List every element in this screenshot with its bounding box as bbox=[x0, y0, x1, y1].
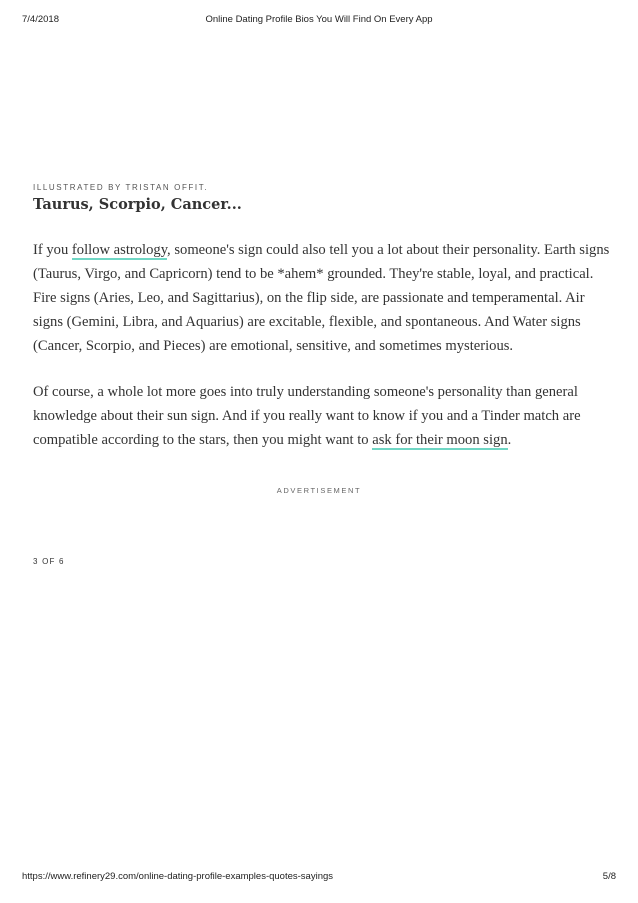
advertisement-label: ADVERTISEMENT bbox=[276, 486, 362, 495]
paragraph-astrology-signs bbox=[33, 238, 613, 358]
page-number: 5/8 bbox=[602, 871, 616, 882]
print-date: 7/4/2018 bbox=[22, 14, 59, 25]
paragraph-text: , someone's sign could also tell you a lot about their personality. Earth signs (Taurus, Virgo, and Capricorn) tend to be *ahem* grounded. They're stable, loyal, and practical. Fire signs (Aries, Leo, and Sagittarius), on the flip side, are passionate and temperamental. Air signs (Gemini, Libra, and Aquarius) are excitable, flexible, and spontaneous. And Water signs (Cancer, Scorpio, and Pieces) are emotional, sensitive, and sometimes mysterious. bbox=[33, 242, 610, 354]
paragraph-moon-sign bbox=[33, 380, 613, 452]
print-footer bbox=[22, 871, 616, 885]
paragraph-text: . bbox=[507, 432, 512, 448]
paragraph-text: Of course, a whole lot more goes into truly understanding someone's personality than general knowledge about their sun sign. And if you really want to know if you and a Tinder match are compatible according to the stars, then you might want to bbox=[33, 384, 581, 448]
slide-counter: 3 OF 6 bbox=[33, 557, 65, 566]
page-url: https://www.refinery29.com/online-dating-profile-examples-quotes-sayings bbox=[22, 871, 334, 882]
illustration-credit: ILLUSTRATED BY TRISTAN OFFIT. bbox=[33, 183, 209, 192]
follow-astrology-link[interactable]: follow astrology bbox=[71, 242, 168, 258]
article-body bbox=[33, 238, 613, 452]
paragraph-text: If you bbox=[33, 242, 72, 258]
moon-sign-link[interactable]: ask for their moon sign bbox=[372, 432, 508, 448]
print-header bbox=[22, 14, 616, 28]
print-document-title: Online Dating Profile Bios You Will Find On Every App bbox=[205, 14, 433, 25]
slide-title: Taurus, Scorpio, Cancer... bbox=[33, 196, 242, 213]
